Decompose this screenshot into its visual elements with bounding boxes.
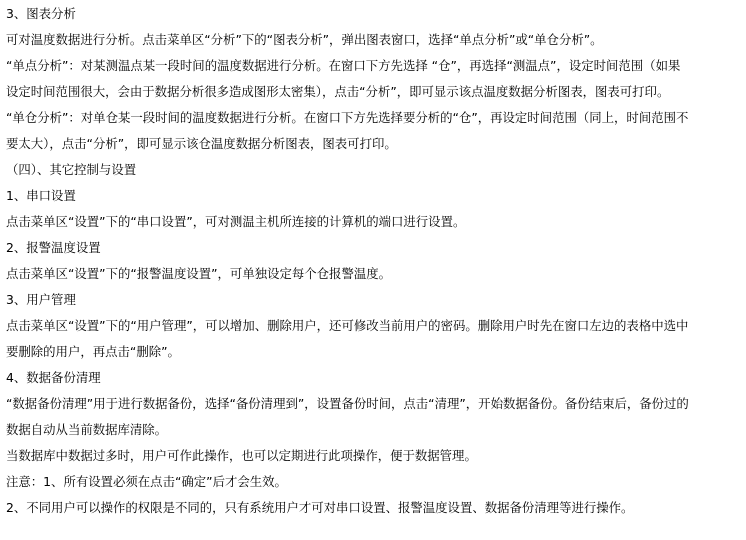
note-item-1: 注意：1、所有设置必须在点击“确定”后才会生效。 <box>6 474 287 489</box>
paragraph-single-bin-line-2: 要太大），点击“分析”，即可显示该仓温度数据分析图表，图表可打印。 <box>6 136 397 151</box>
paragraph-single-point-line-2: 设定时间范围很大，会由于数据分析很多造成图形太密集），点击“分析”，即可显示该点温度数据分析图表，图表可打印。 <box>6 84 670 99</box>
section-heading-other-controls: （四）、其它控制与设置 <box>6 162 137 177</box>
paragraph-data-backup-line-2: 数据自动从当前数据库清除。 <box>6 422 168 437</box>
subheading-alarm-temperature: 2、报警温度设置 <box>6 240 101 255</box>
paragraph-data-management: 当数据库中数据过多时，用户可作此操作，也可以定期进行此项操作，便于数据管理。 <box>6 448 477 463</box>
paragraph-user-management-line-2: 要删除的用户，再点击“删除”。 <box>6 344 180 359</box>
paragraph-user-management-line-1: 点击菜单区“设置”下的“用户管理”，可以增加、删除用户，还可修改当前用户的密码。删除用户时先在窗口左边的表格中选中 <box>6 318 689 333</box>
subheading-serial-port: 1、串口设置 <box>6 188 76 203</box>
paragraph-alarm-temperature: 点击菜单区“设置”下的“报警温度设置”，可单独设定每个仓报警温度。 <box>6 266 392 281</box>
document-body <box>6 1 740 521</box>
paragraph-single-point-line-1: “单点分析”：对某测温点某一段时间的温度数据进行分析。在窗口下方先选择 “仓”，再选择“测温点”，设定时间范围（如果 <box>6 58 681 73</box>
paragraph-single-bin-line-1: “单仓分析”：对单仓某一段时间的温度数据进行分析。在窗口下方先选择要分析的“仓”，再设定时间范围（同上，时间范围不 <box>6 110 689 125</box>
note-item-2: 2、不同用户可以操作的权限是不同的，只有系统用户才可对串口设置、报警温度设置、数据备份清理等进行操作。 <box>6 500 634 515</box>
subheading-user-management: 3、用户管理 <box>6 292 76 307</box>
paragraph-data-backup-line-1: “数据备份清理”用于进行数据备份，选择“备份清理到”，设置备份时间，点击“清理”，开始数据备份。备份结束后，备份过的 <box>6 396 689 411</box>
section-heading-chart-analysis: 3、图表分析 <box>6 6 76 21</box>
paragraph-serial-port: 点击菜单区“设置”下的“串口设置”，可对测温主机所连接的计算机的端口进行设置。 <box>6 214 466 229</box>
paragraph-chart-analysis-intro: 可对温度数据进行分析。点击菜单区“分析”下的“图表分析”，弹出图表窗口，选择“单点分析”或“单仓分析”。 <box>6 32 603 47</box>
subheading-data-backup: 4、数据备份清理 <box>6 370 101 385</box>
